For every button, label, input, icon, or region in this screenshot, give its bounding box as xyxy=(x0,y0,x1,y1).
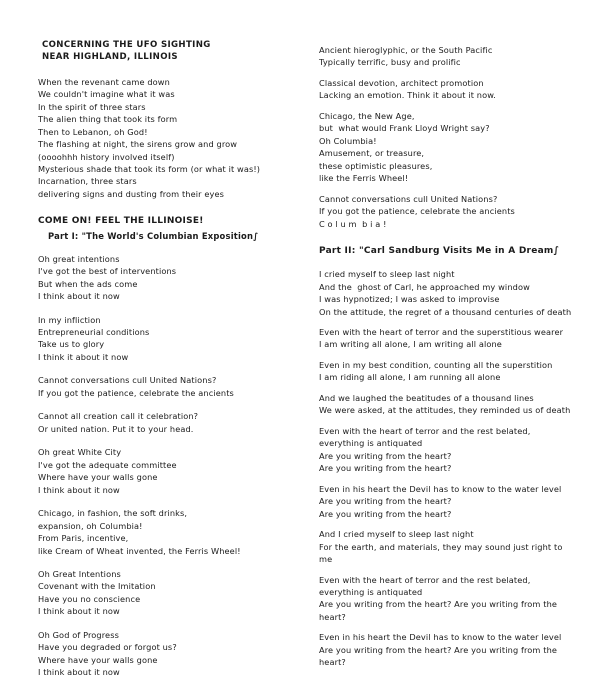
lyric-line: I am riding all alone, I am running all alone xyxy=(319,372,501,383)
lyric-line: I was hypnotized; I was asked to improvise xyxy=(319,294,500,305)
lyric-line: Oh Great Intentions xyxy=(38,569,121,580)
stanza xyxy=(38,568,293,618)
lyric-line: Chicago, the New Age, xyxy=(319,110,415,121)
lyric-line: If you got the patience, celebrate the ancients xyxy=(38,387,234,398)
lyric-line: Mysterious shade that took its form (or what it was!) xyxy=(38,164,261,174)
lyric-line: We were asked, at the attitudes, they reminded us of death xyxy=(319,405,571,416)
lyric-line: Where have your walls gone xyxy=(38,654,158,665)
stanza xyxy=(38,374,293,399)
lyric-line: Where have your walls gone xyxy=(38,472,158,483)
lyric-line: Then to Lebanon, oh God! xyxy=(38,126,148,137)
lyric-line: Are you writing from the heart? xyxy=(319,496,452,507)
lyric-line: Oh great intentions xyxy=(38,253,120,264)
part-one-subheading: Part I: "The World's Columbian Exposition∫ xyxy=(48,231,259,242)
lyric-line: If you got the patience, celebrate the ancients xyxy=(319,206,515,217)
lyric-line: The alien thing that took its form xyxy=(38,114,178,125)
lyric-line: these optimistic pleasures, xyxy=(319,160,433,171)
lyric-line: Ancient hieroglyphic, or the South Pacific xyxy=(319,45,493,55)
stanza xyxy=(38,253,293,303)
lyric-line: In my infliction xyxy=(38,314,101,325)
lyric-line: Even in my best condition, counting all the superstition xyxy=(319,359,553,370)
lyric-line: Are you writing from the heart? xyxy=(319,508,452,519)
lyric-line: Incarnation, three stars xyxy=(38,176,137,187)
lyric-line: In the spirit of three stars xyxy=(38,101,146,112)
lyric-line: Cannot conversations cull United Nations? xyxy=(38,375,217,386)
lyric-line: I think it about it now xyxy=(38,351,129,362)
stanza xyxy=(38,410,293,435)
lyric-line: I've got the best of interventions xyxy=(38,266,177,277)
lyric-line: Even in his heart the Devil has to know to the water level xyxy=(319,483,562,494)
stanza xyxy=(319,359,574,384)
stanza xyxy=(38,446,293,496)
lyric-line: I think about it now xyxy=(38,484,120,495)
lyric-line: I am writing all alone, I am writing all alone xyxy=(319,339,502,350)
lyric-line: I cried myself to sleep last night xyxy=(319,269,455,280)
lyric-line: Classical devotion, architect promotion xyxy=(319,77,484,88)
lyric-line: Typically terrific, busy and prolific xyxy=(319,57,461,68)
lyric-line: like Cream of Wheat invented, the Ferris Wheel! xyxy=(38,545,241,556)
lyric-line: For the earth, and materials, they may sound just right to me xyxy=(319,541,566,565)
stanza xyxy=(319,110,574,185)
lyric-line: Lacking an emotion. Think it about it now. xyxy=(319,90,496,101)
stanza xyxy=(319,483,574,520)
lyric-line: Are you writing from the heart? Are you writing from the heart? xyxy=(319,644,560,668)
lyric-line: I think about it now xyxy=(38,606,120,617)
section-heading: COME ON! FEEL THE ILLINOISE! xyxy=(38,216,204,227)
lyric-line: From Paris, incentive, xyxy=(38,533,129,544)
lyric-line: Are you writing from the heart? xyxy=(319,463,452,474)
lyric-line: C o l u m b i a ! xyxy=(319,218,387,229)
lyric-line: Cannot conversations cull United Nations? xyxy=(319,193,498,204)
lyric-line: Even in his heart the Devil has to know to the water level xyxy=(319,632,562,643)
lyric-line: When the revenant came down xyxy=(38,76,170,87)
lyric-line: Are you writing from the heart? xyxy=(319,450,452,461)
lyric-line: Even with the heart of terror and the superstitious wearer xyxy=(319,327,564,338)
left-column xyxy=(38,40,293,690)
page-title-line-1: CONCERNING THE UFO SIGHTING xyxy=(42,40,211,50)
lyric-line: But when the ads come xyxy=(38,278,138,289)
lyric-line: delivering signs and dusting from their eyes xyxy=(38,188,225,199)
stanza xyxy=(319,574,574,624)
lyric-line: We couldn't imagine what it was xyxy=(38,89,175,100)
lyric-line: Even with the heart of terror and the rest belated, everything is antiquated xyxy=(319,574,534,597)
lyric-line: Covenant with the Imitation xyxy=(38,581,156,592)
lyric-line: but what would Frank Lloyd Wright say? xyxy=(319,123,490,134)
lyric-line: Amusement, or treasure, xyxy=(319,148,425,159)
lyric-line: Have you degraded or forgot us? xyxy=(38,642,177,653)
two-column-layout xyxy=(38,40,574,690)
lyric-line: Or united nation. Put it to your head. xyxy=(38,423,194,434)
lyric-line: Even with the heart of terror and the rest belated, everything is antiquated xyxy=(319,425,534,449)
lyric-line: expansion, oh Columbia! xyxy=(38,520,143,531)
lyric-line: Cannot all creation call it celebration? xyxy=(38,411,199,422)
lyric-line: like the Ferris Wheel! xyxy=(319,173,409,184)
part-two-subheading: Part II: "Carl Sandburg Visits Me in A Dream∫ xyxy=(319,246,560,257)
lyric-line: And the ghost of Carl, he approached my window xyxy=(319,281,530,292)
stanza xyxy=(319,392,574,417)
stanza xyxy=(38,629,293,679)
stanza xyxy=(319,44,574,69)
stanza xyxy=(319,77,574,102)
stanza xyxy=(319,425,574,475)
lyric-line: Have you no conscience xyxy=(38,593,141,604)
stanza xyxy=(319,631,574,668)
stanza xyxy=(38,76,293,201)
lyric-line: (oooohhh history involved itself) xyxy=(38,151,175,162)
lyric-line: Are you writing from the heart? Are you writing from the heart? xyxy=(319,599,560,622)
stanza xyxy=(319,193,574,230)
stanza xyxy=(319,268,574,318)
stanza xyxy=(319,326,574,351)
stanza xyxy=(38,507,293,557)
lyric-line: I think about it now xyxy=(38,667,120,678)
stanza xyxy=(319,528,574,565)
lyric-line: And I cried myself to sleep last night xyxy=(319,529,474,540)
lyric-line: I think about it now xyxy=(38,291,120,302)
lyric-line: And we laughed the beatitudes of a thousand lines xyxy=(319,392,534,403)
lyric-line: I've got the adequate committee xyxy=(38,459,177,470)
lyric-line: Oh God of Progress xyxy=(38,629,119,640)
lyric-line: Chicago, in fashion, the soft drinks, xyxy=(38,508,188,519)
lyric-line: Oh great White City xyxy=(38,447,122,458)
lyric-line: On the attitude, the regret of a thousand centuries of death xyxy=(319,306,572,317)
lyric-line: The flashing at night, the sirens grow and grow xyxy=(38,139,238,150)
stanza xyxy=(38,314,293,364)
right-column xyxy=(319,40,574,680)
lyric-line: Oh Columbia! xyxy=(319,135,377,146)
page-title xyxy=(38,40,293,64)
page-title-line-2: NEAR HIGHLAND, ILLINOIS xyxy=(42,51,178,62)
lyric-line: Entrepreneurial conditions xyxy=(38,326,150,337)
lyric-line: Take us to glory xyxy=(38,339,105,350)
